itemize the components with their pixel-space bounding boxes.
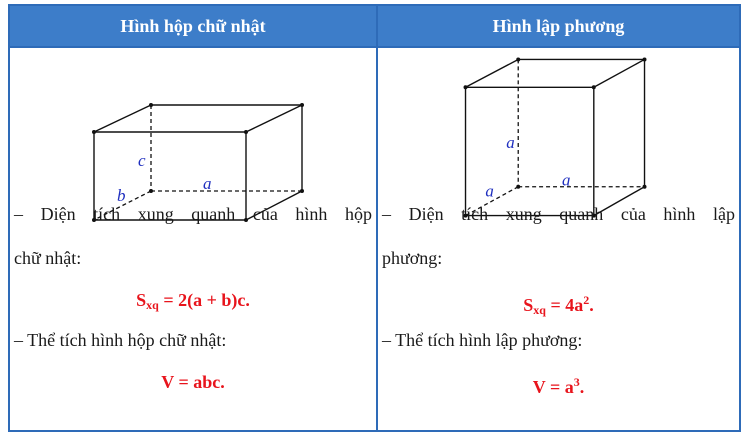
vertex: [244, 130, 248, 134]
edge: [246, 105, 302, 132]
label-c: c: [138, 151, 146, 170]
edge: [94, 105, 151, 132]
cuboid-lateral-formula: [10, 288, 376, 317]
cuboid-header: Hình hộp chữ nhật: [10, 6, 376, 48]
formula-rest: = 4a: [545, 295, 584, 315]
formula-exponent: 2: [583, 293, 590, 307]
cuboid-column: [10, 6, 378, 430]
formula-s: S: [136, 290, 147, 310]
volume-text: – Thể tích hình lập phương:: [382, 330, 583, 350]
edge: [594, 59, 645, 87]
formula-sub: xq: [146, 298, 159, 312]
edge: [466, 59, 519, 87]
formula-rest: = 2(a + b)c.: [158, 290, 250, 310]
label-a-horizontal: a: [561, 170, 571, 190]
vertex: [643, 57, 647, 61]
vertex: [516, 185, 520, 189]
vertex: [300, 189, 304, 193]
lateral-area-text-line2: phương:: [382, 248, 443, 268]
formula-end: .: [579, 377, 585, 397]
cuboid-volume-formula: V = abc.: [161, 372, 225, 392]
label-a-depth: a: [485, 181, 494, 201]
vertex: [643, 185, 647, 189]
vertex: [464, 85, 468, 89]
cube-volume-formula: [378, 370, 739, 399]
label-a-vertical: a: [506, 132, 515, 152]
vertex: [592, 85, 596, 89]
vertex: [300, 103, 304, 107]
formula-s: S: [523, 295, 534, 315]
vertex: [149, 103, 153, 107]
vertex: [516, 57, 520, 61]
lateral-area-text-line1: – Diện tích xung quanh của hình hộp: [14, 204, 372, 224]
cube-column: [378, 6, 739, 430]
cube-header: Hình lập phương: [378, 6, 739, 48]
formula-end: .: [589, 295, 594, 315]
label-b: b: [117, 186, 126, 205]
vertex: [149, 189, 153, 193]
vertex: [92, 130, 96, 134]
label-a: a: [203, 174, 212, 193]
formula-sub: xq: [533, 303, 546, 317]
formula-base: V = a: [532, 377, 574, 397]
lateral-area-text-line1: – Diện tích xung quanh của hình lập: [382, 204, 735, 224]
cube-lateral-formula: [378, 288, 739, 322]
lateral-area-text-line2: chữ nhật:: [14, 248, 82, 268]
formula-exponent: 3: [573, 375, 580, 389]
volume-text: – Thể tích hình hộp chữ nhật:: [14, 330, 227, 350]
formula-table: [8, 4, 741, 432]
